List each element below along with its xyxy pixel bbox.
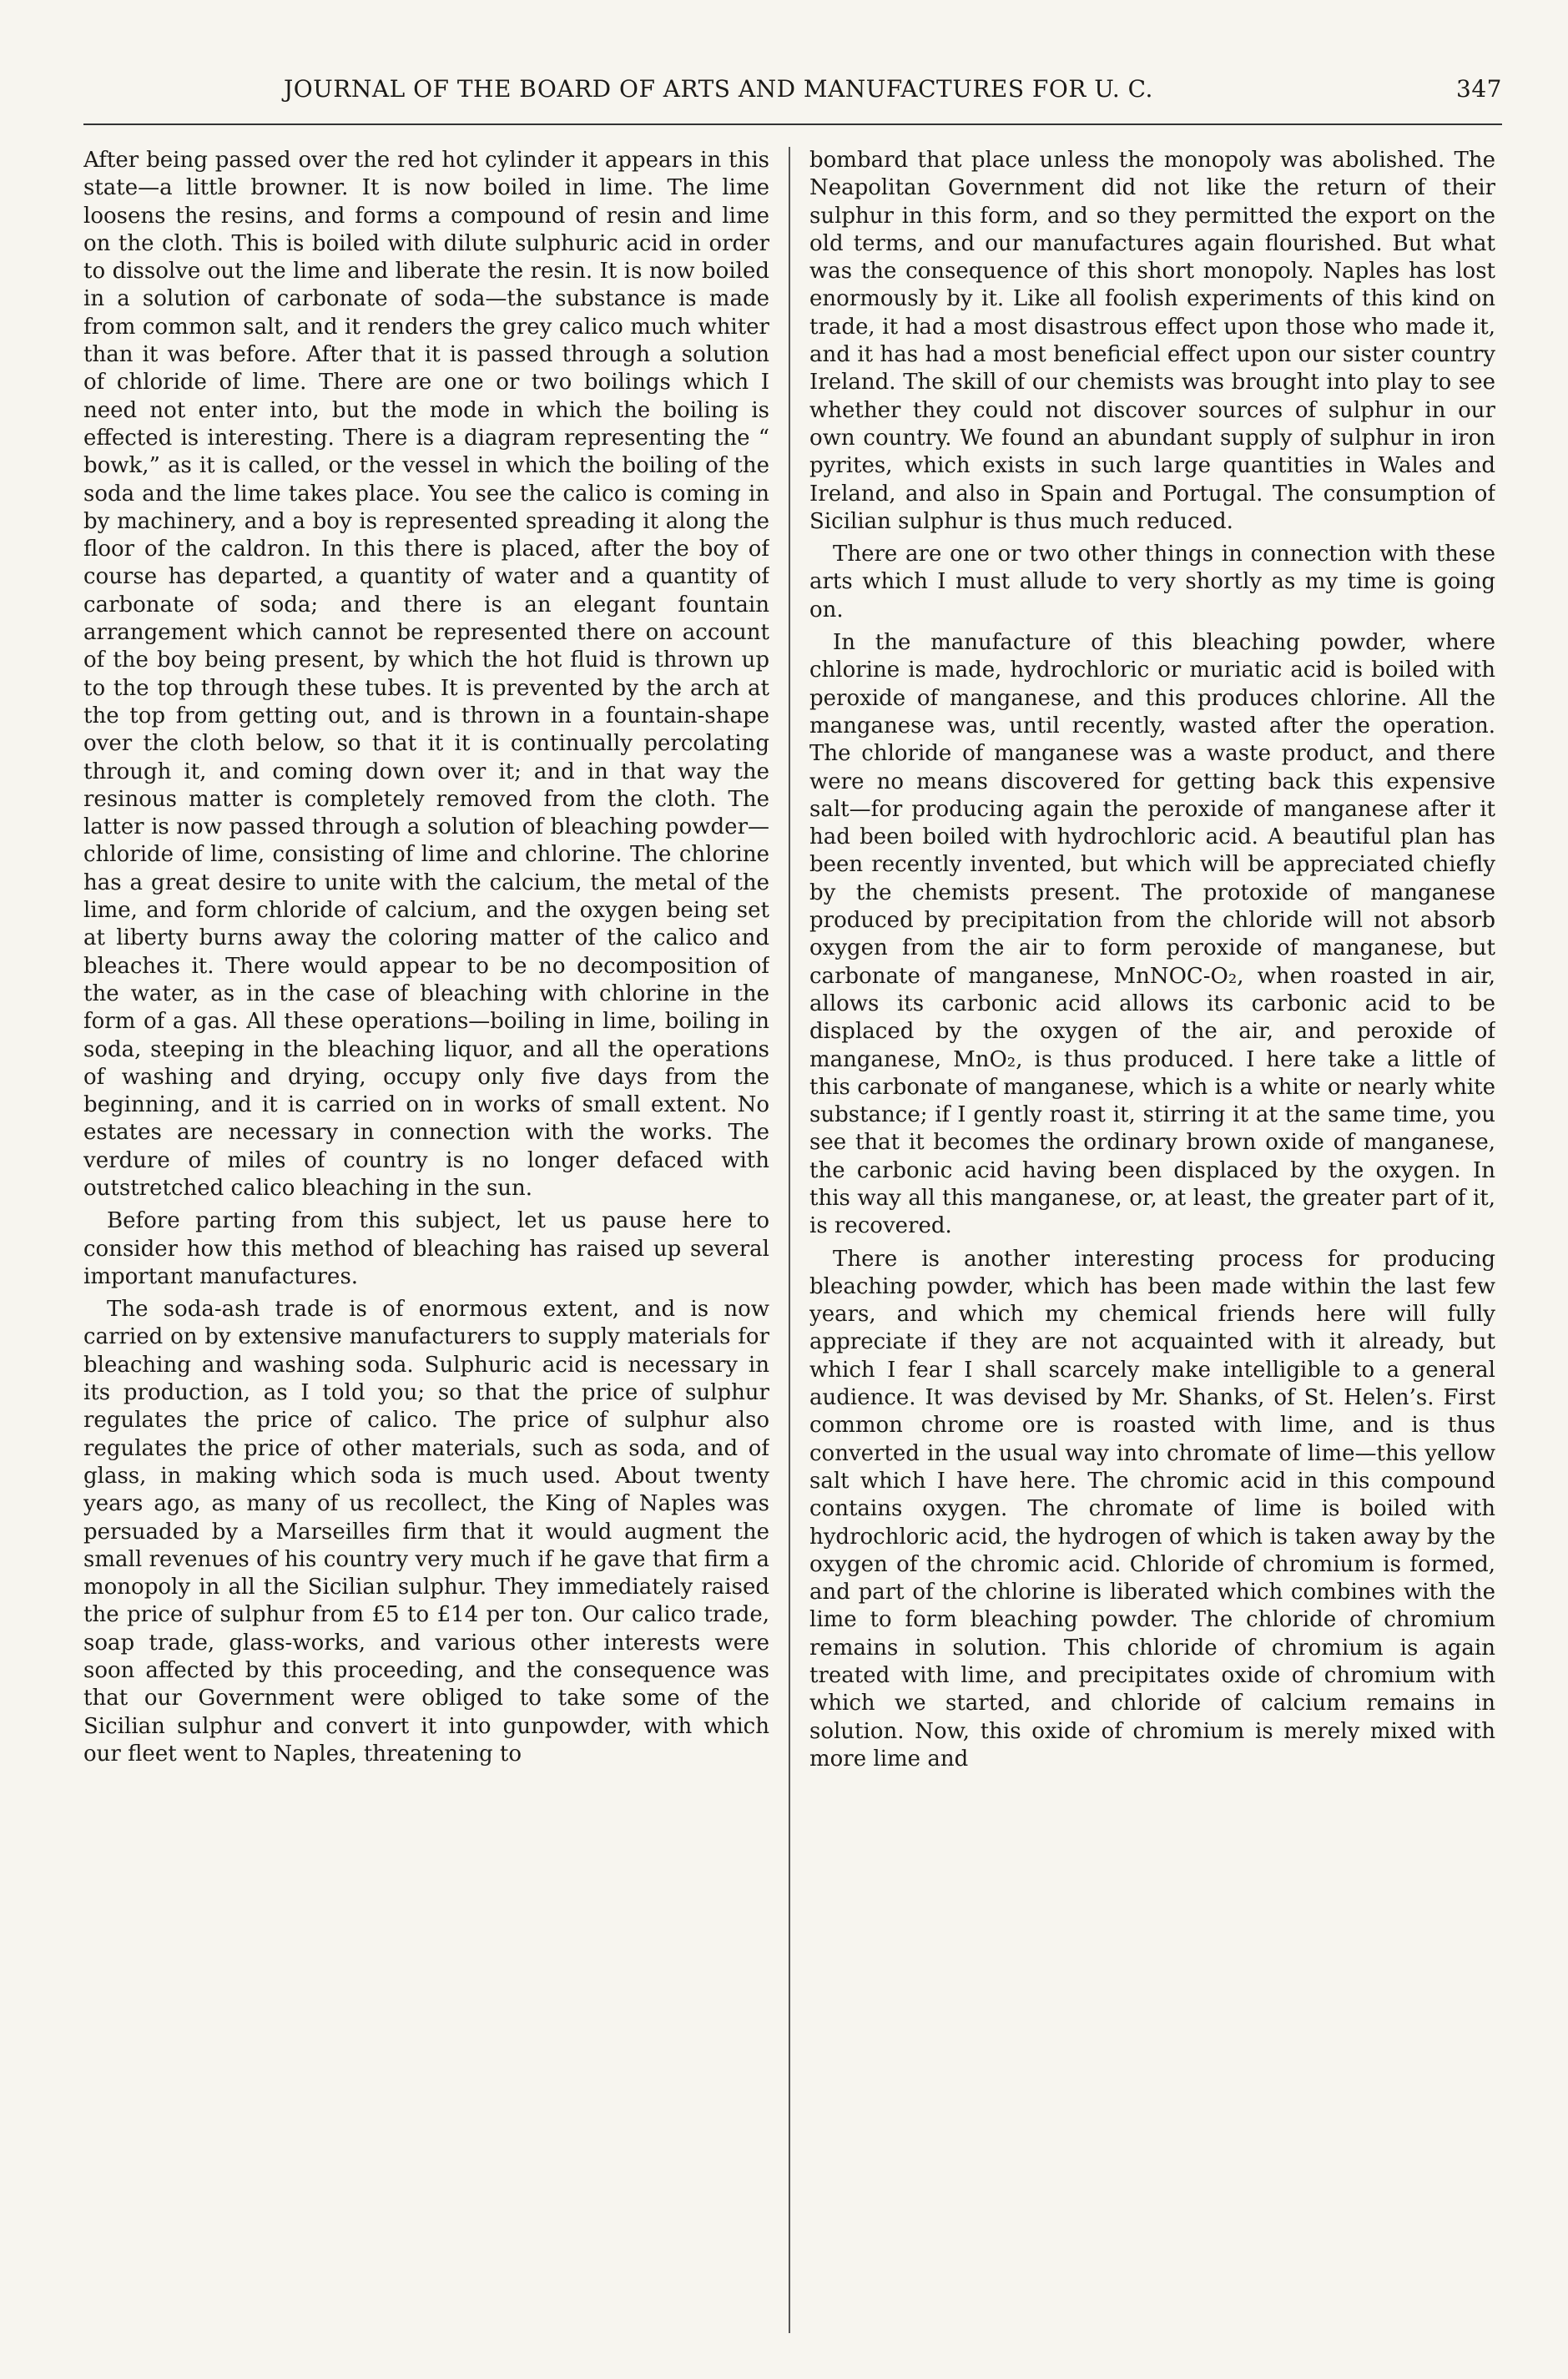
paragraph: There is another interesting process for producing bleaching powder, which has been made within the last few years, and which my chemical friends here will fully appreciate if they are not acquainted with it already, but which I fear I shall scarcely make intelligible to a general audience. It was devised by Mr. Shanks, of St. Helen’s. First common chrome ore is roasted with lime, and is thus converted in the usual way into chromate of lime—this yellow salt which I have here. The chromic acid in this compound contains oxygen. The chromate of lime is boiled with hydrochloric acid, the hydrogen of which is taken away by the oxygen of the chromic acid. Chloride of chromium is formed, and part of the chlorine is liberated which combines with the lime to form bleaching powder. The chloride of chromium remains in solution. This chloride of chromium is again treated with lime, and precipitates oxide of chromium with which we started, and chloride of calcium remains in solution. Now, this oxide of chromium is merely mixed with more lime and [809,1246,1495,1772]
left-column [83,147,769,2333]
header-rule [83,123,1502,125]
column-divider [789,147,790,2333]
running-header [83,67,1502,108]
right-column [809,147,1495,2333]
paragraph: bombard that place unless the monopoly was abolished. The Neapolitan Government did not like the return of their sulphur in this form, and so they permitted the export on the old terms, and our manufactures again flourished. But what was the consequence of this short monopoly. Naples has lost enormously by it. Like all foolish experiments of this kind on trade, it had a most disastrous effect upon those who made it, and it has had a most beneficial effect upon our sister country Ireland. The skill of our chemists was brought into play to see whether they could not discover sources of sulphur in our own country. We found an abundant supply of sulphur in iron pyrites, which exists in such large quantities in Wales and Ireland, and also in Spain and Portugal. The consumption of Sicilian sulphur is thus much reduced. [809,148,1495,534]
paragraph: After being passed over the red hot cylinder it appears in this state—a little browner. It is now boiled in lime. The lime loosens the resins, and forms a compound of resin and lime on the cloth. This is boiled with dilute sulphuric acid in order to dissolve out the lime and liberate the resin. It is now boiled in a solution of carbonate of soda—the substance is made from common salt, and it renders the grey calico much whiter than it was before. After that it is passed through a solution of chloride of lime. There are one or two boilings which I need not enter into, but the mode in which the boiling is effected is interesting. There is a diagram representing the “ bowk,” as it is called, or the vessel in which the boiling of the soda and the lime takes place. You see the calico is coming in by machinery, and a boy is represented spreading it along the floor of the caldron. In this there is placed, after the boy of course has departed, a quantity of water and a quantity of carbonate of soda; and there is an elegant fountain arrangement which cannot be represented there on account of the boy being present, by which the hot fluid is thrown up to the top through these tubes. It is prevented by the arch at the top from getting out, and is thrown in a fountain-shape over the cloth below, so that it it is continually percolating through it, and coming down over it; and in that way the resinous matter is completely removed from the cloth. The latter is now passed through a solution of bleaching powder—chloride of lime, consisting of lime and chlorine. The chlorine has a great desire to unite with the calcium, the metal of the lime, and form chloride of calcium, and the oxygen being set at liberty burns away the coloring matter of the calico and bleaches it. There would appear to be no decomposition of the water, as in the case of bleaching with chlorine in the form of a gas. All these operations—boiling in lime, boiling in soda, steeping in the bleaching liquor, and all the operations of washing and drying, occupy only five days from the beginning, and it is carried on in works of small extent. No estates are necessary in connection with the works. The verdure of miles of country is no longer defaced with outstretched calico bleaching in the sun. [83,148,769,1201]
journal-page [83,67,1502,2353]
paragraph: In the manufacture of this bleaching powder, where chlorine is made, hydrochloric or muriatic acid is boiled with peroxide of manganese, and this produces chlorine. All the manganese was, until recently, wasted after the operation. The chloride of manganese was a waste product, and there were no means discovered for getting back this expensive salt—for producing again the peroxide of manganese after it had been boiled with hydrochloric acid. A beautiful plan has been recently invented, but which will be appreciated chiefly by the chemists present. The protoxide of manganese produced by precipitation from the chloride will not absorb oxygen from the air to form peroxide of manganese, but carbonate of manganese, MnNOC-O₂, when roasted in air, allows its carbonic acid allows its carbonic acid to be displaced by the oxygen of the air, and peroxide of manganese, MnO₂, is thus produced. I here take a little of this carbonate of manganese, which is a white or nearly white substance; if I gently roast it, stirring it at the same time, you see that it becomes the ordinary brown oxide of manganese, the carbonic acid having been displaced by the oxygen. In this way all this manganese, or, at least, the greater part of it, is recovered. [809,630,1495,1239]
journal-title: JOURNAL OF THE BOARD OF ARTS AND MANUFACTURES FOR U. C. [284,75,1153,103]
paragraph: There are one or two other things in connection with these arts which I must allude to very shortly as my time is going on. [809,542,1495,622]
paragraph: Before parting from this subject, let us pause here to consider how this method of bleaching has raised up several important manufactures. [83,1208,769,1289]
page-number: 347 [1456,75,1502,103]
paragraph: The soda-ash trade is of enormous extent, and is now carried on by extensive manufacturers to supply materials for bleaching and washing soda. Sulphuric acid is necessary in its production, as I told you; so that the price of sulphur regulates the price of calico. The price of sulphur also regulates the price of other materials, such as soda, and of glass, in making which soda is much used. About twenty years ago, as many of us recollect, the King of Naples was persuaded by a Marseilles firm that it would augment the small revenues of his country very much if he gave that firm a monopoly in all the Sicilian sulphur. They immediately raised the price of sulphur from £5 to £14 per ton. Our calico trade, soap trade, glass-works, and various other interests were soon affected by this proceeding, and the consequence was that our Government were obliged to take some of the Sicilian sulphur and convert it into gunpowder, with which our fleet went to Naples, threatening to [83,1297,769,1767]
